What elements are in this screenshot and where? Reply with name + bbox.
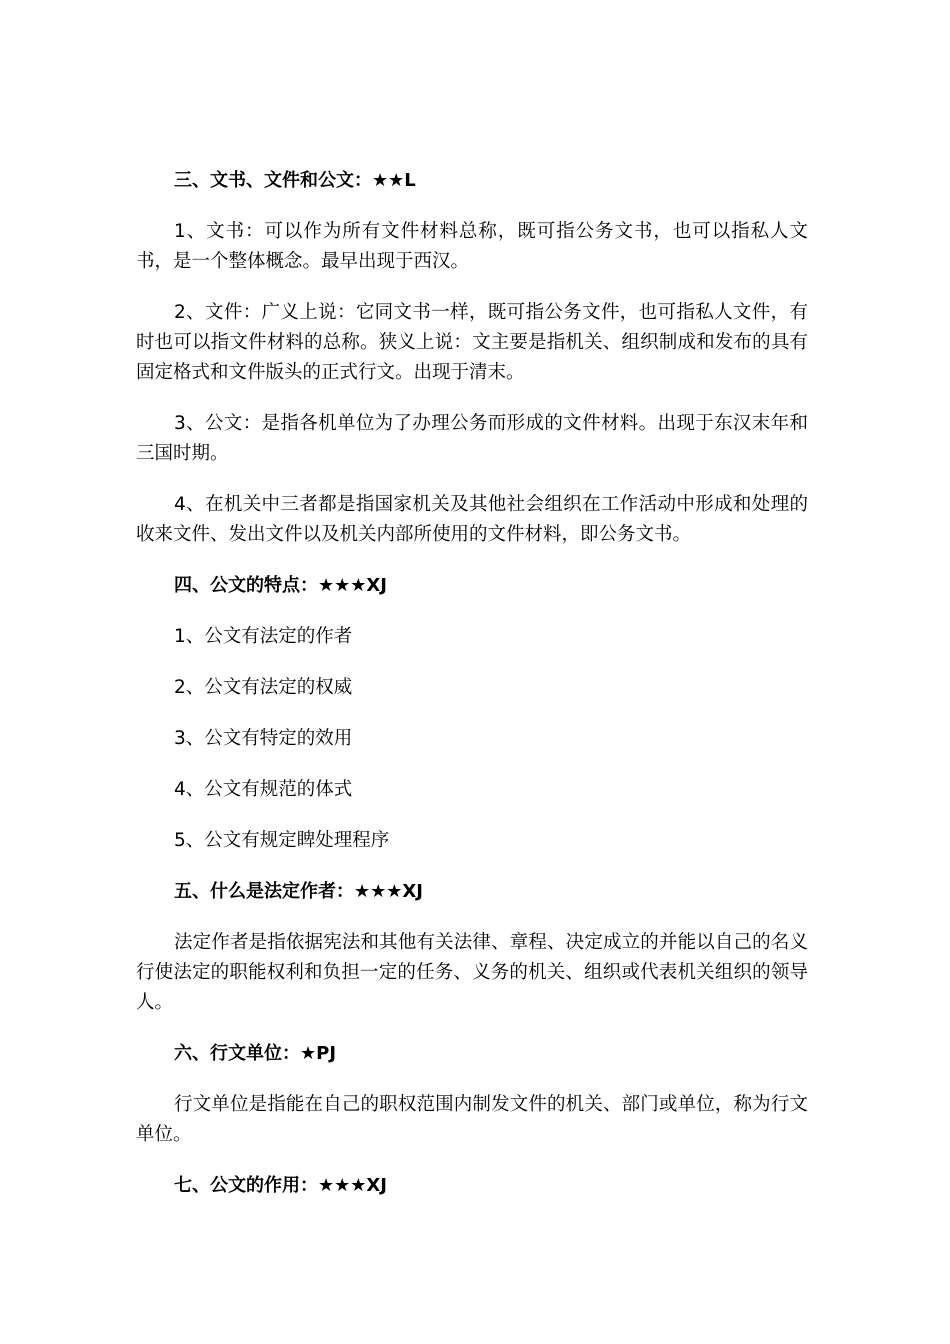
document-page	[136, 166, 808, 1222]
list-item: 4、公文有规范的体式	[174, 779, 353, 800]
section-heading-issuing-unit: 六、行文单位：★PJ	[174, 1043, 337, 1064]
section-heading-documents: 三、文书、文件和公文：★★L	[174, 170, 416, 191]
paragraph-legal-author: 法定作者是指依据宪法和其他有关法律、章程、决定成立的并能以自己的名义行使法定的职能权利和负担一定的任务、义务的机关、组织或代表机关组织的领导人。	[136, 932, 808, 1013]
list-item: 3、公文有特定的效用	[174, 728, 353, 749]
list-item: 5、公文有规定睥处理程序	[174, 830, 390, 851]
section-heading-legal-author: 五、什么是法定作者：★★★XJ	[174, 881, 423, 902]
paragraph-issuing-unit: 行文单位是指能在自己的职权范围内制发文件的机关、部门或单位，称为行文单位。	[136, 1094, 808, 1145]
list-item: 2、公文有法定的权威	[174, 677, 353, 698]
paragraph-wenjian: 2、文件：广义上说：它同文书一样，既可指公务文件，也可指私人文件，有时也可以指文件材料的总称。狭义上说：文主要是指机关、组织制成和发布的具有固定格式和文件版头的正式行文。出现于清末。	[136, 302, 808, 383]
section-heading-functions: 七、公文的作用：★★★XJ	[174, 1175, 387, 1196]
paragraph-wenshu: 1、文书：可以作为所有文件材料总称，既可指公务文书，也可以指私人文书，是一个整体概念。最早出现于西汉。	[136, 221, 808, 272]
section-heading-features: 四、公文的特点：★★★XJ	[174, 575, 387, 596]
paragraph-gongwen: 3、公文：是指各机单位为了办理公务而形成的文件材料。出现于东汉末年和三国时期。	[136, 413, 808, 464]
paragraph-in-agencies: 4、在机关中三者都是指国家机关及其他社会组织在工作活动中形成和处理的收来文件、发出文件以及机关内部所使用的文件材料，即公务文书。	[136, 494, 808, 545]
list-item: 1、公文有法定的作者	[174, 626, 353, 647]
